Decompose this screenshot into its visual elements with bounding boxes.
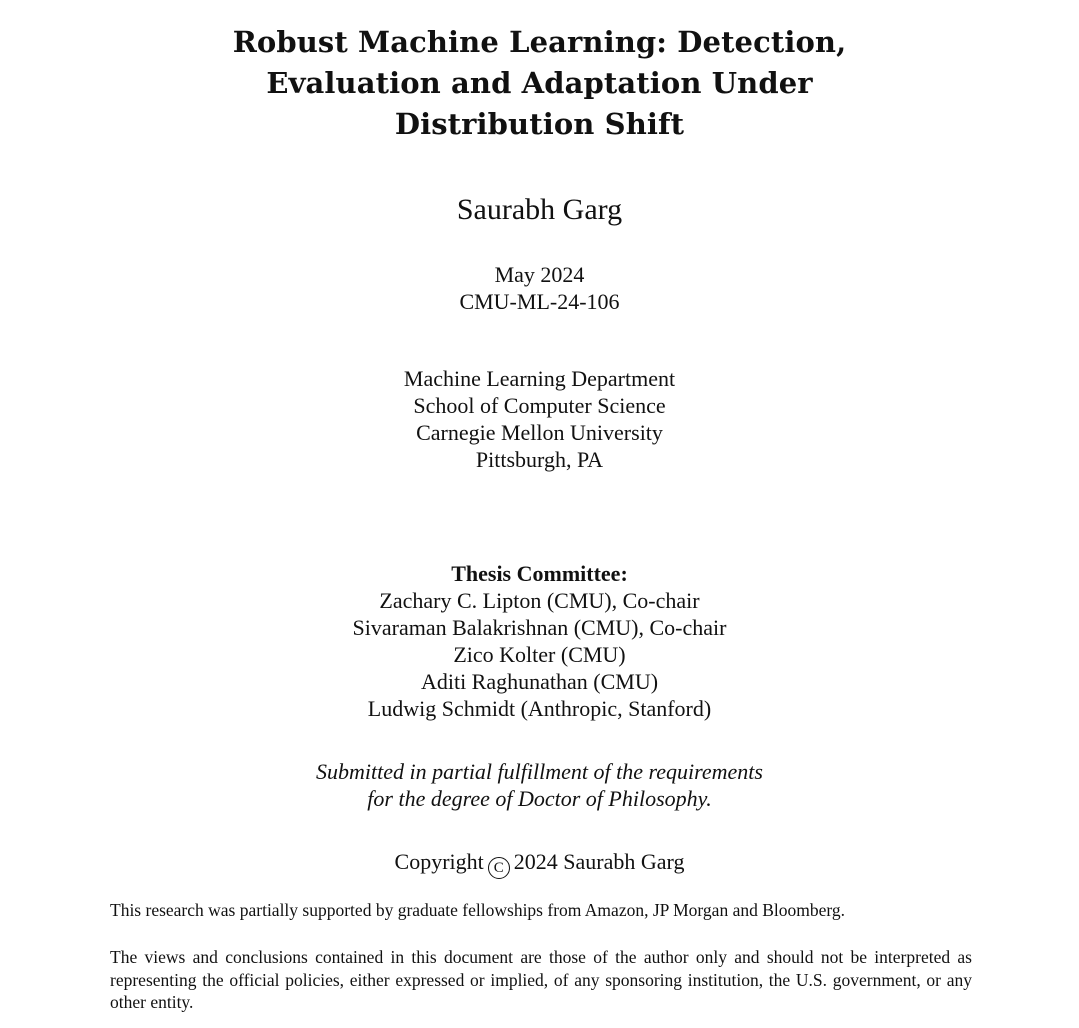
copyright-prefix: Copyright (394, 849, 484, 874)
committee-member: Aditi Raghunathan (CMU) (420, 669, 659, 694)
publication-date: May 2024 (494, 262, 585, 287)
author-name: Saurabh Garg (456, 193, 623, 226)
submission-line-1: Submitted in partial fulfillment of the requirements (316, 759, 763, 784)
title-line-3: Distribution Shift (394, 107, 685, 141)
affiliation-school: School of Computer Science (413, 393, 666, 418)
committee-member: Ludwig Schmidt (Anthropic, Stanford) (367, 696, 712, 721)
report-number: CMU-ML-24-106 (459, 289, 620, 314)
title-line-2: Evaluation and Adaptation Under (266, 66, 813, 100)
thesis-title (0, 22, 1079, 145)
copyright-icon: C (488, 857, 510, 879)
submission-line-2: for the degree of Doctor of Philosophy. (367, 786, 712, 811)
affiliation-block (0, 365, 1079, 473)
thesis-committee (0, 560, 1079, 722)
committee-member: Zico Kolter (CMU) (453, 642, 626, 667)
committee-member: Sivaraman Balakrishnan (CMU), Co-chair (352, 615, 727, 640)
submission-statement (0, 758, 1079, 812)
affiliation-city: Pittsburgh, PA (475, 447, 604, 472)
affiliation-university: Carnegie Mellon University (416, 420, 663, 445)
funding-statement: This research was partially supported by graduate fellowships from Amazon, JP Morgan and Bloomberg. (110, 900, 846, 920)
disclaimer-statement: The views and conclusions contained in this document are those of the author only and should not be interpreted as representing the official policies, either expressed or implied, of any sponsoring institution, the U.S. government, or any other entity. (110, 947, 972, 1012)
affiliation-department: Machine Learning Department (403, 366, 676, 391)
copyright-text: 2024 Saurabh Garg (513, 849, 685, 874)
copyright-notice (0, 848, 1079, 879)
title-line-1: Robust Machine Learning: Detection, (232, 25, 847, 59)
date-block (0, 261, 1079, 315)
committee-heading: Thesis Committee: (451, 561, 628, 586)
committee-member: Zachary C. Lipton (CMU), Co-chair (379, 588, 700, 613)
